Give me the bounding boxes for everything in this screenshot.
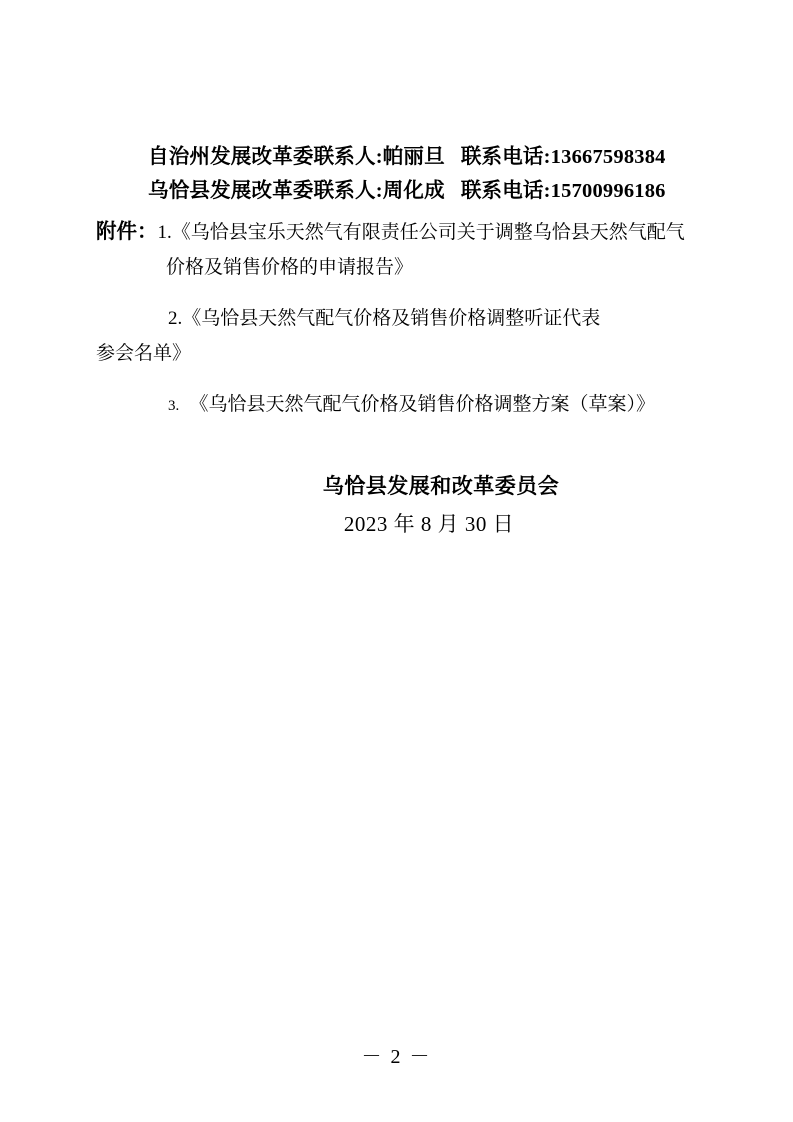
contact-line-2 [96,174,706,208]
attachment-3-text-line-1: 《乌恰县天然气配气价格及销售价格调整方案（草案）》 [189,394,656,415]
contact-sep-1: : [375,146,383,168]
attachments-label: 附件： [96,221,158,243]
attachment-1-line-2 [96,250,706,285]
contact-sep-2: : [375,180,383,202]
contact-line-1 [96,140,706,174]
attachment-2-line-2 [96,336,706,371]
contact-phone-sep-1: : [543,146,551,168]
contact-name-1: 帕丽旦 [382,146,445,168]
attachment-3-line-1 [96,387,706,423]
signature-org: 乌恰县发展和改革委员会 [322,474,560,498]
contact-org-1: 自治州发展改革委联系人 [148,146,376,168]
attachment-1-text-line-2: 价格及销售价格的申请报告》 [166,257,414,278]
contact-phone-1: 13667598384 [550,146,666,168]
attachment-2-text-line-1: 《乌恰县天然气配气价格及销售价格调整听证代表 [182,308,601,329]
attachment-1-number: 1. [157,222,172,243]
attachment-3-number: 3. [168,398,180,414]
attachment-1-line-1 [96,215,706,250]
spacer [96,285,706,301]
contact-phone-label-1: 联系电话 [460,146,544,168]
document-body [96,140,706,543]
contact-name-2: 周化成 [382,180,445,202]
contact-phone-2: 15700996186 [550,180,666,202]
signature-date: 2023 年 8 月 30 日 [343,512,515,536]
attachment-2-text-line-2: 参会名单》 [96,343,192,364]
contact-phone-sep-2: : [543,180,551,202]
contact-phone-label-2: 联系电话 [460,180,544,202]
spacer [96,423,706,467]
spacer [96,208,706,215]
spacer [96,371,706,387]
signature-block [96,467,706,505]
attachment-1-text-line-1: 《乌恰县宝乐天然气有限责任公司关于调整乌恰县天然气配气 [171,222,685,243]
attachment-2-line-1 [96,301,706,336]
contact-org-2: 乌恰县发展改革委联系人 [148,180,376,202]
date-block [96,505,706,543]
page-number: － 2 － [361,1046,432,1068]
attachment-2-number: 2. [168,308,183,329]
